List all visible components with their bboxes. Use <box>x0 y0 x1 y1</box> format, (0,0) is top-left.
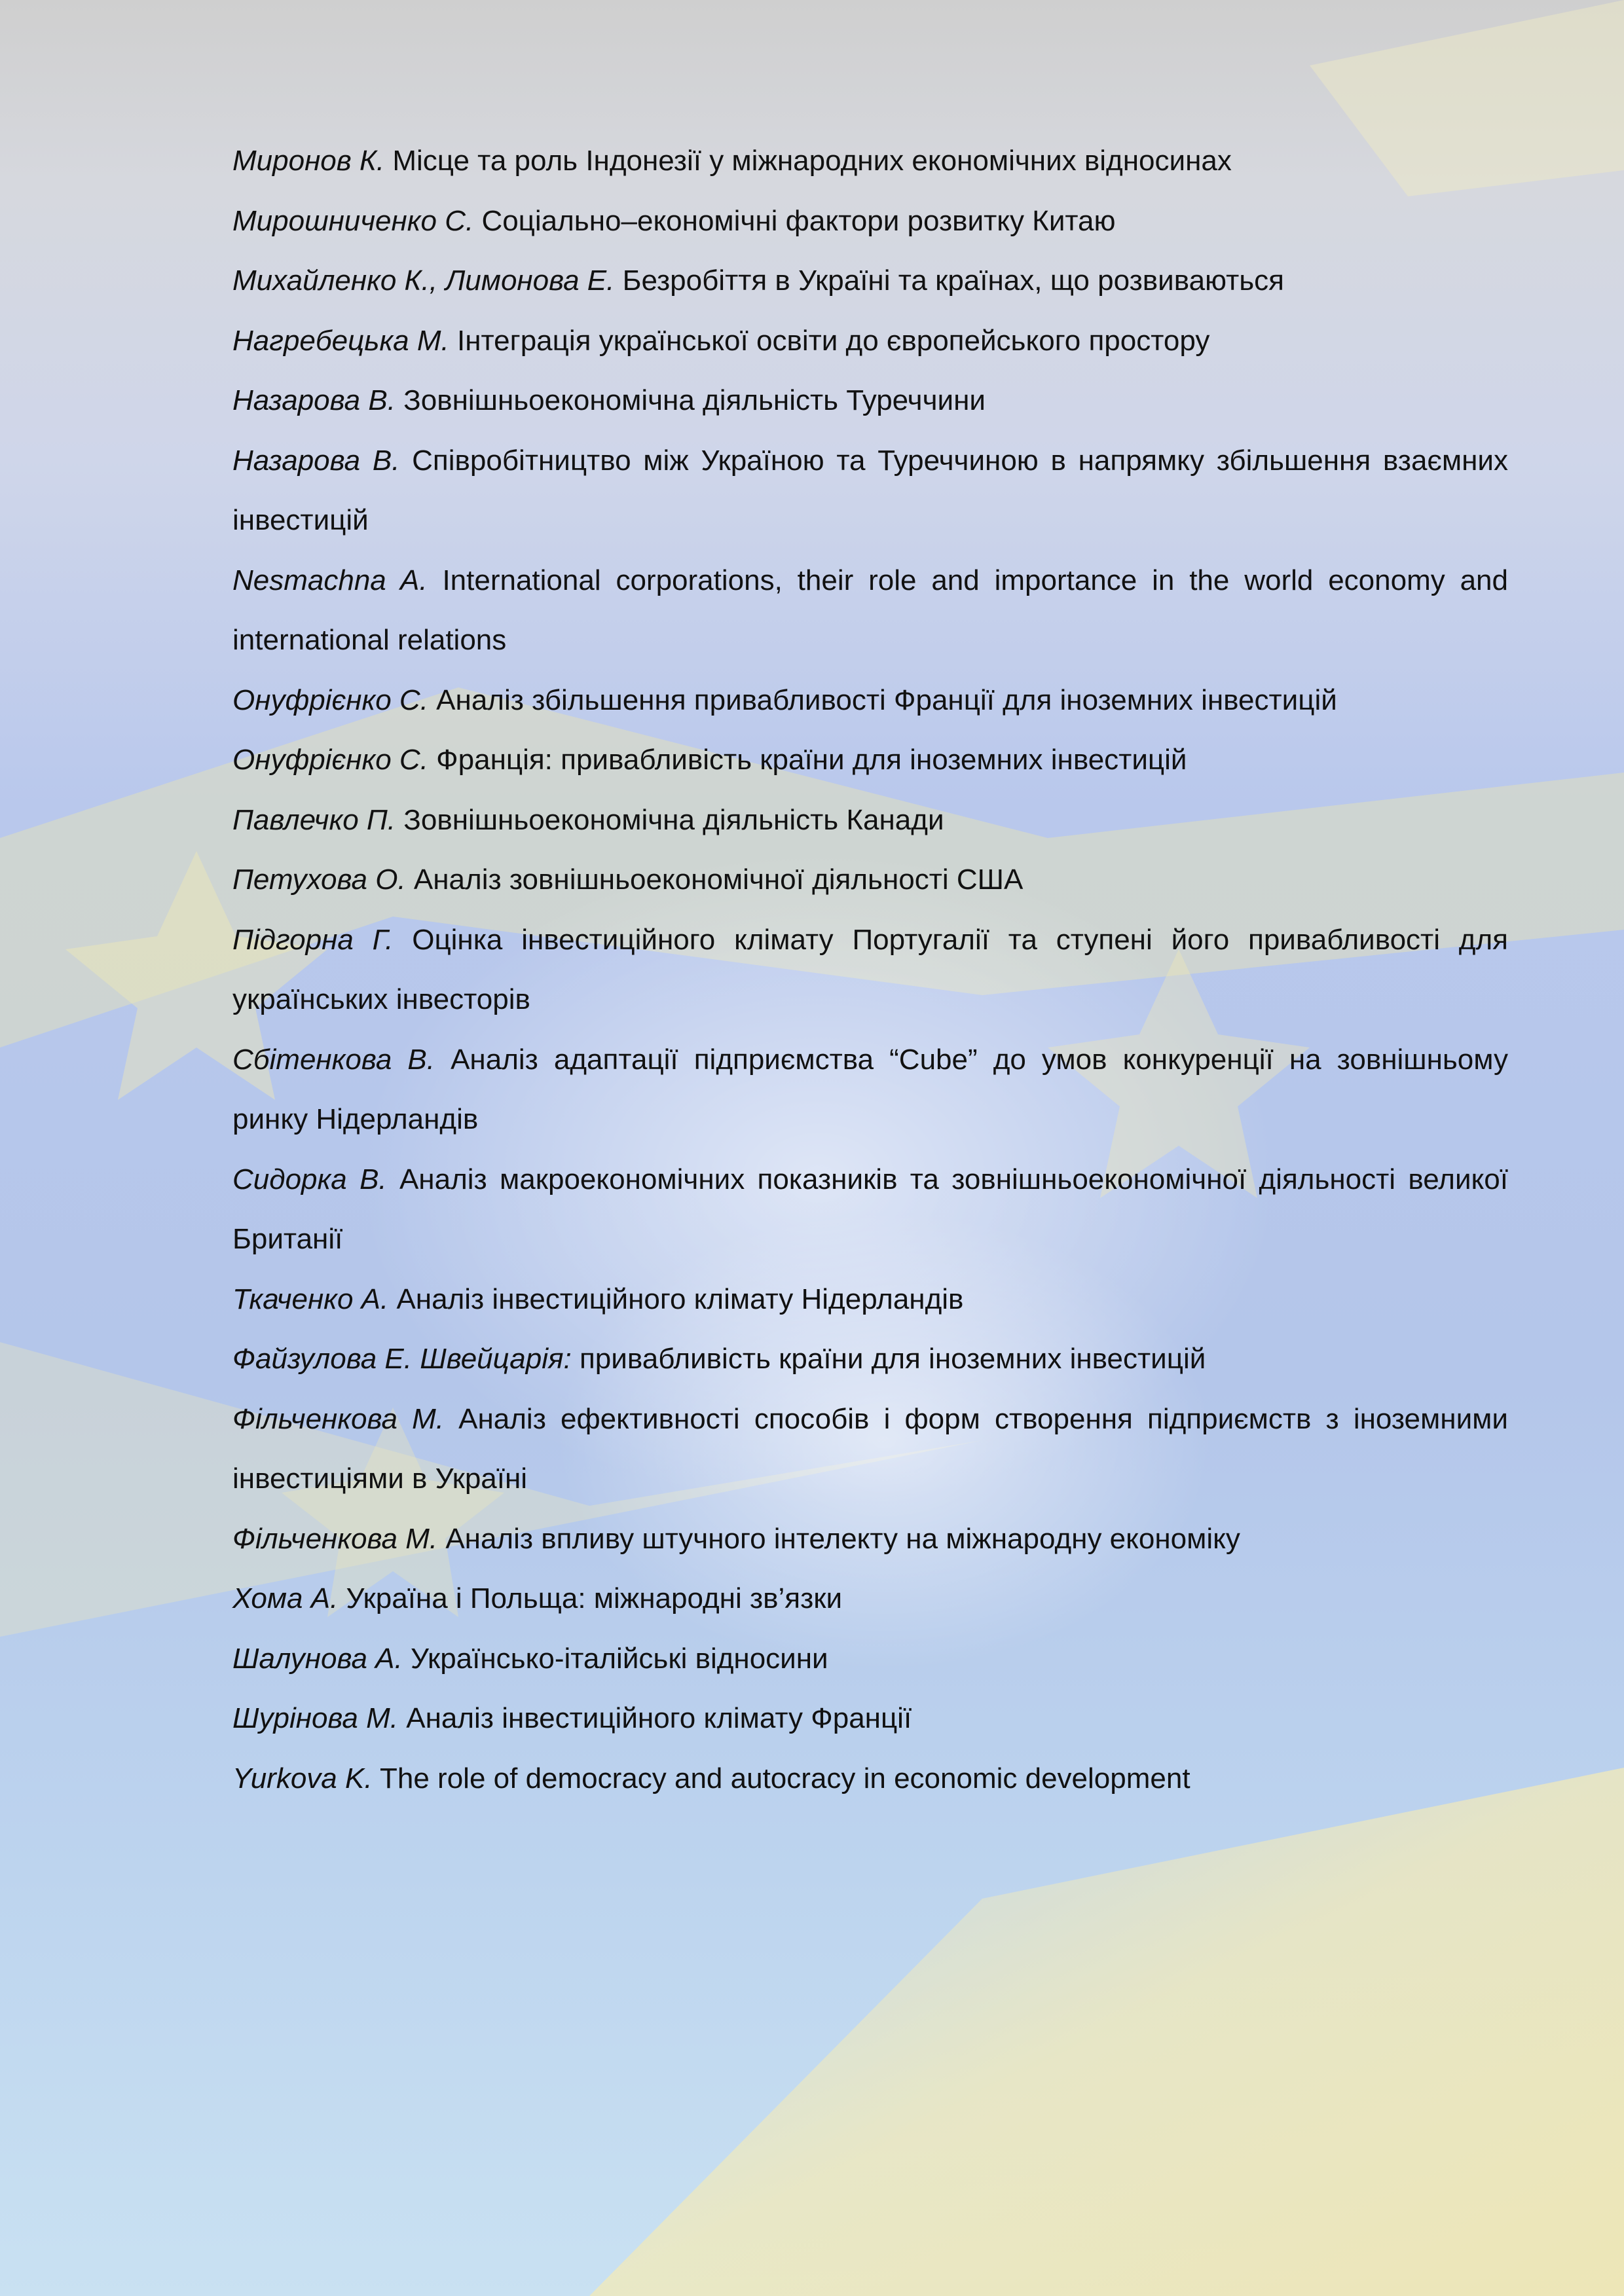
entry-title: Співробітництво між Україною та Туреччиною в напрямку збільшення взаємних інвестицій <box>232 444 1508 536</box>
entry-title: Аналіз зовнішньоекономічної діяльності США <box>413 864 1024 896</box>
list-item <box>232 551 1508 670</box>
list-item <box>232 1629 1508 1689</box>
list-item <box>232 670 1508 731</box>
entry-author: Миронов К. <box>232 145 385 177</box>
entry-author: Онуфрієнко С. <box>232 683 428 716</box>
entry-title: Україна і Польща: міжнародні зв’язки <box>346 1582 843 1614</box>
entry-title: Аналіз інвестиційного клімату Франції <box>406 1702 912 1734</box>
entry-title: Аналіз збільшення привабливості Франції для іноземних інвестицій <box>436 683 1337 716</box>
entry-title: Безробіття в Україні та країнах, що розвиваються <box>622 264 1284 297</box>
entry-author: Назарова В. <box>232 384 396 416</box>
list-item <box>232 730 1508 790</box>
entry-title: привабливість країни для іноземних інвестицій <box>579 1343 1206 1375</box>
entry-title: Аналіз адаптації підприємства “Cube” до умов конкуренції на зовнішньому ринку Нідерландів <box>232 1043 1509 1135</box>
entry-author: Павлечко П. <box>232 803 396 836</box>
entry-author: Nesmachna A. <box>232 564 428 596</box>
list-item <box>232 191 1508 251</box>
list-item <box>232 371 1508 431</box>
list-item <box>232 1030 1508 1150</box>
entry-author: Шалунова А. <box>232 1642 403 1675</box>
entry-author: Ткаченко А. <box>232 1283 389 1315</box>
entry-title: Соціально–економічні фактори розвитку Китаю <box>481 204 1116 237</box>
entry-author: Сбітенкова В. <box>232 1043 435 1076</box>
list-item <box>232 1389 1508 1509</box>
list-item <box>232 790 1508 850</box>
entry-title: Українсько-італійські відносини <box>410 1642 828 1675</box>
list-item <box>232 1269 1508 1330</box>
entry-title: International corporations, their role and importance in the world economy and international relations <box>232 564 1508 656</box>
list-item <box>232 251 1508 311</box>
entry-author: Фільченкова М. <box>232 1402 444 1435</box>
entry-title: Аналіз впливу штучного інтелекту на міжнародну економіку <box>445 1522 1240 1555</box>
entry-title: Оцінка інвестиційного клімату Португалії та ступені його привабливості для українських інвесторів <box>232 923 1508 1015</box>
entry-title: Франція: привабливість країни для іноземних інвестицій <box>436 744 1187 776</box>
entry-author: Нагребецька М. <box>232 324 449 357</box>
entry-title: Інтеграція української освіти до європейського простору <box>457 324 1210 357</box>
list-item <box>232 850 1508 910</box>
entry-author: Петухова О. <box>232 864 406 896</box>
list-item <box>232 1749 1508 1809</box>
entry-title: Аналіз ефективності способів і форм створення підприємств з іноземними інвестиціями в Україні <box>232 1402 1508 1495</box>
list-item <box>232 431 1508 551</box>
entry-title: Місце та роль Індонезії у міжнародних економічних відносинах <box>392 145 1232 177</box>
entry-author: Файзулова Е. Швейцарія: <box>232 1343 572 1375</box>
list-item <box>232 311 1508 371</box>
list-item <box>232 1329 1508 1389</box>
entry-author: Шурінова М. <box>232 1702 398 1734</box>
entry-author: Сидорка В. <box>232 1163 387 1195</box>
entry-author: Фільченкова М. <box>232 1522 438 1555</box>
entry-author: Підгорна Г. <box>232 923 394 956</box>
entry-title: Аналіз макроекономічних показників та зовнішньоекономічної діяльності великої Британії <box>232 1163 1508 1255</box>
list-item <box>232 1688 1508 1749</box>
list-item <box>232 910 1508 1030</box>
entry-title: Аналіз інвестиційного клімату Нідерландів <box>396 1283 964 1315</box>
entry-author: Yurkova K. <box>232 1762 373 1795</box>
list-item <box>232 1509 1508 1569</box>
entry-title: The role of democracy and autocracy in economic development <box>380 1762 1190 1795</box>
entry-author: Михайленко К., Лимонова Е. <box>232 264 615 297</box>
entry-author: Назарова В. <box>232 444 400 477</box>
list-item <box>232 1150 1508 1269</box>
entry-author: Мирошниченко С. <box>232 204 474 237</box>
entry-author: Хома А. <box>232 1582 339 1614</box>
list-item <box>232 1569 1508 1629</box>
entry-title: Зовнішньоекономічна діяльність Туреччини <box>403 384 986 416</box>
list-item <box>232 131 1508 191</box>
entry-title: Зовнішньоекономічна діяльність Канади <box>403 803 944 836</box>
entry-author: Онуфрієнко С. <box>232 744 428 776</box>
contents-list <box>232 131 1508 1808</box>
